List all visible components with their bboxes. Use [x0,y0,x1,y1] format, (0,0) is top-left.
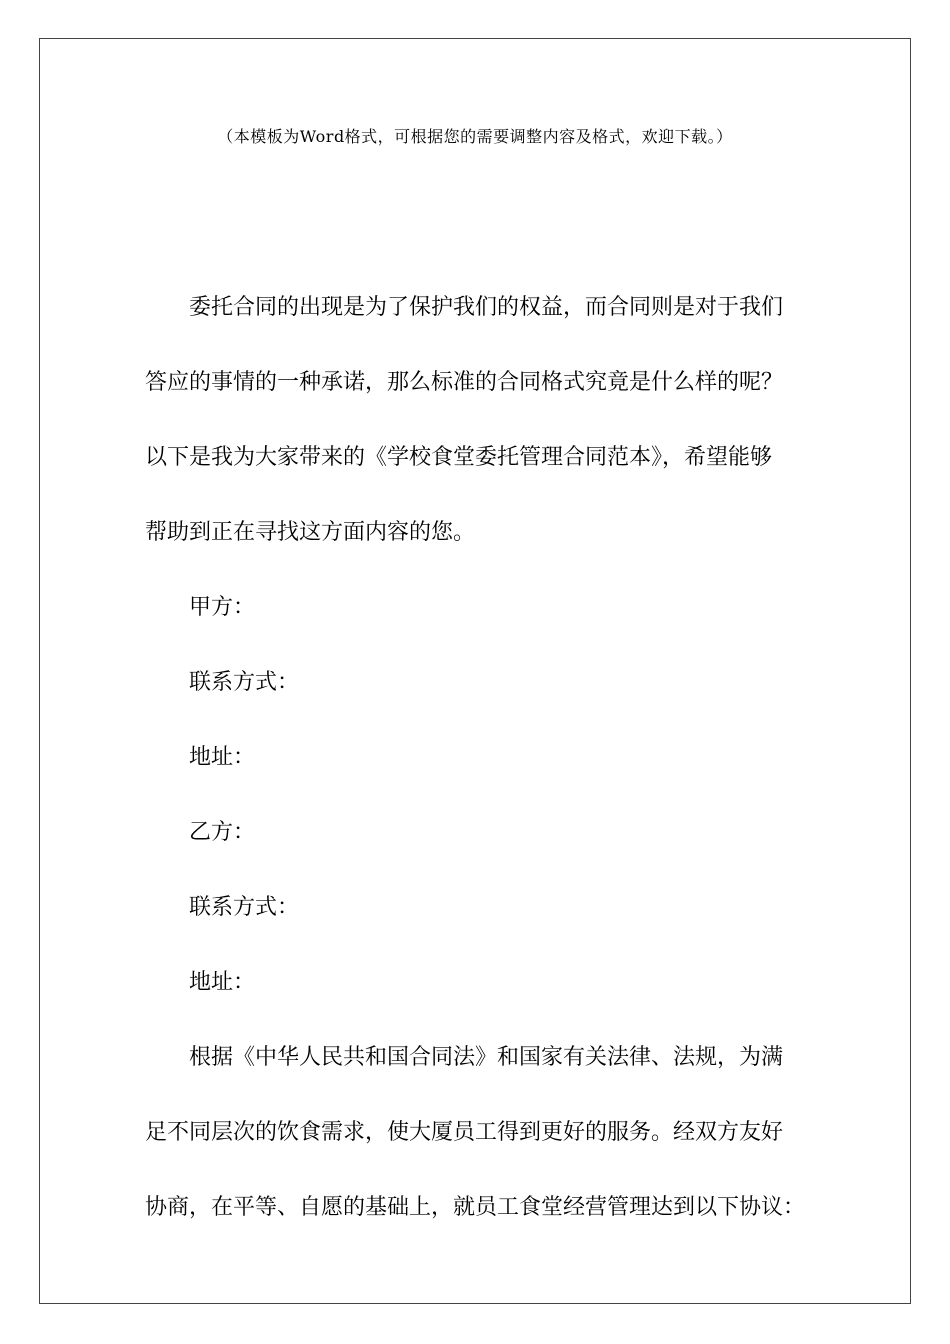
party-b-contact-label: 联系方式： [189,895,300,920]
party-b-address-label: 地址： [189,970,256,995]
document-body [145,270,805,1245]
agreement-line-2: 足不同层次的饮食需求，使大厦员工得到更好的服务。经双方友好 [145,1120,784,1145]
party-b-label: 乙方： [189,820,256,845]
party-a-contact-label: 联系方式： [189,670,300,695]
agreement-line-1: 根据《中华人民共和国合同法》和国家有关法律、法规，为满 [189,1045,784,1070]
intro-line-4: 帮助到正在寻找这方面内容的您。 [145,520,476,545]
party-a-label: 甲方： [189,595,256,620]
agreement-line-3: 协商，在平等、自愿的基础上，就员工食堂经营管理达到以下协议： [145,1195,806,1220]
intro-line-3: 以下是我为大家带来的《学校食堂委托管理合同范本》，希望能够 [145,445,773,470]
template-note: （本模板为Word格式，可根据您的需要调整内容及格式，欢迎下载。） [217,127,733,146]
party-a-address-label: 地址： [189,745,256,770]
intro-line-2: 答应的事情的一种承诺，那么标准的合同格式究竟是什么样的呢？ [145,370,784,395]
intro-line-1: 委托合同的出现是为了保护我们的权益，而合同则是对于我们 [189,295,784,320]
